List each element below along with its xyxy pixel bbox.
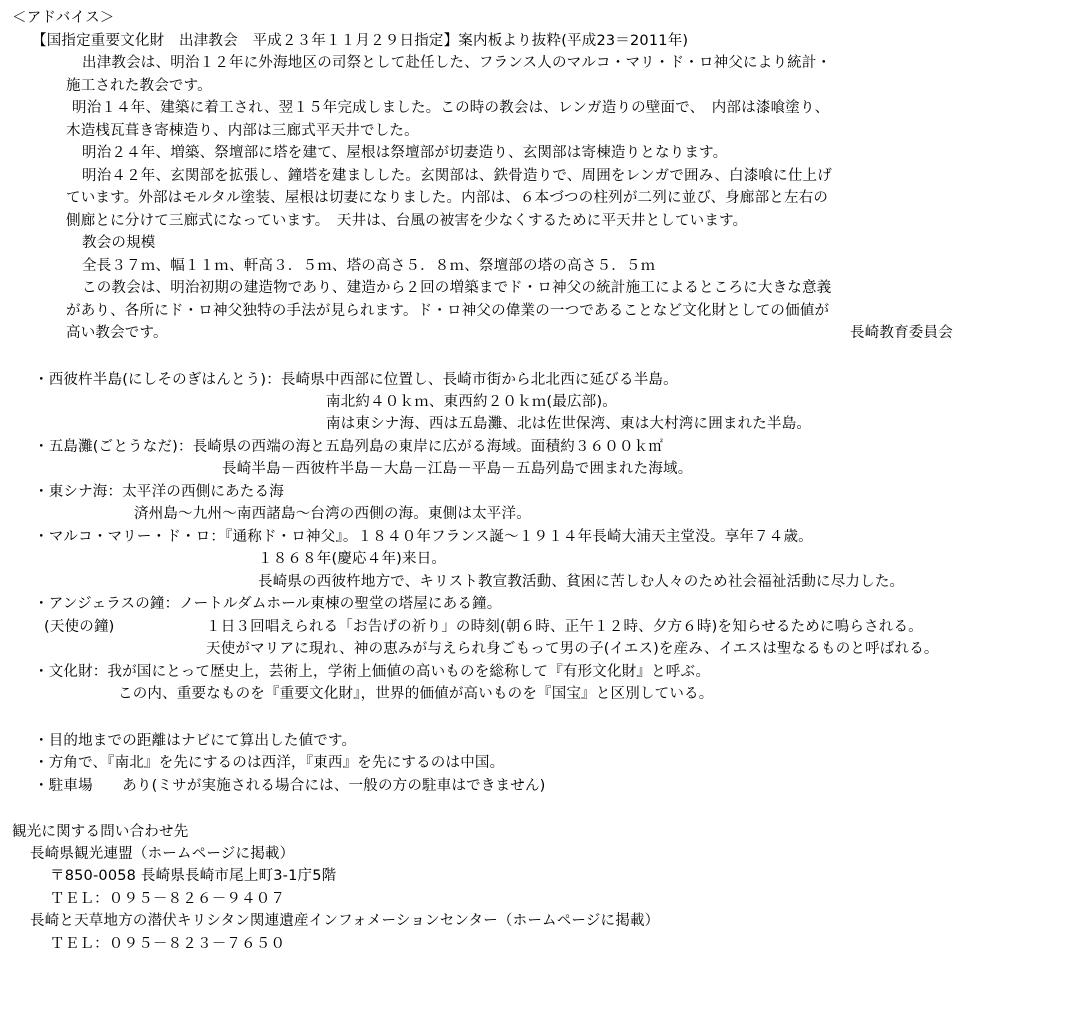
plaque-line: この教会は、明治初期の建造物であり、建造から２回の増築までド・ロ神父の統計施工によるところに大きな意義 bbox=[82, 280, 832, 296]
contact-address: 〒850-0058 長崎県長崎市尾上町3-1庁5階 bbox=[50, 868, 337, 884]
note-east-china-sea: ・東シナ海：太平洋の西側にあたる海 bbox=[34, 484, 284, 500]
contact-tel: ＴＥＬ：０９５－８２３－７６５０ bbox=[50, 936, 286, 952]
note-line: 済州島～九州～南西諸島～台湾の西側の海。東側は太平洋。 bbox=[134, 506, 531, 522]
note-nishisonogi: ・西彼杵半島(にしそのぎはんとう)：長崎県中西部に位置し、長崎市街から北北西に延びる半島。 bbox=[34, 372, 678, 388]
note-direction: ・方角で、『南北』を先にするのは西洋，『東西』を先にするのは中国。 bbox=[34, 755, 505, 771]
plaque-line: 明治２４年、増築、祭壇部に塔を建て、屋根は祭壇部が切妻造り、玄関部は寄棟造りとなります。 bbox=[82, 145, 728, 161]
note-gotonada: ・五島灘(ごとうなだ)：長崎県の西端の海と五島列島の東岸に広がる海域。面積約３６００ｋ㎡ bbox=[34, 439, 664, 455]
note-line: 南は東シナ海、西は五島灘、北は佐世保湾、東は大村湾に囲まれた半島。 bbox=[326, 416, 812, 432]
contact-org-name: 長崎県観光連盟（ホームページに掲載） bbox=[30, 846, 295, 862]
contact-tel: ＴＥＬ：０９５－８２６－９４０７ bbox=[50, 891, 286, 907]
note-line: 南北約４０ｋｍ、東西約２０ｋｍ(最広部)。 bbox=[326, 394, 618, 410]
contact-heading: 観光に関する問い合わせ先 bbox=[12, 824, 189, 840]
plaque-line: ています。外部はモルタル塗装、屋根は切妻になりました。内部は、６本づつの柱列が二列に並び、身廊部と左右の bbox=[66, 190, 829, 206]
note-line: 天使がマリアに現れ、神の恵みが与えられ身ごもって男の子(イエス)を産み、イエスは聖なるものと呼ばれる。 bbox=[206, 641, 939, 657]
note-line: 長崎県の西彼杵地方で、キリスト教宣教活動、貧困に苦しむ人々のため社会福祉活動に尽力した。 bbox=[258, 574, 905, 590]
plaque-line: 側廊とに分けて三廊式になっています。 天井は、台風の被害を少なくするために平天井としています。 bbox=[66, 213, 748, 229]
note-parking: ・駐車場 あり(ミサが実施される場合には、一般の方の駐車はできません) bbox=[34, 778, 546, 794]
plaque-signature: 長崎教育委員会 bbox=[850, 325, 953, 341]
plaque-line: 施工された教会です。 bbox=[66, 78, 212, 94]
note-line: １８６８年(慶応４年)来日。 bbox=[258, 551, 447, 567]
note-line: １日３回唱えられる「お告げの祈り」の時刻(朝６時、正午１２時、夕方６時)を知らせるために鳴らされる。 bbox=[206, 619, 923, 635]
note-cultural-property: ・文化財：我が国にとって歴史上，芸術上，学術上価値の高いものを総称して『有形文化財』と呼ぶ。 bbox=[34, 664, 711, 680]
note-line: この内、重要なものを『重要文化財』，世界的価値が高いものを『国宝』と区別している。 bbox=[118, 686, 714, 702]
plaque-line: 高い教会です。 bbox=[66, 325, 168, 341]
note-de-rotz: ・マルコ・マリー・ド・ロ：『通称ド・ロ神父』。１８４０年フランス誕～１９１４年長崎大浦天主堂没。享年７４歳。 bbox=[34, 529, 813, 545]
plaque-line: 明治１４年、建築に着工され、翌１５年完成しました。この時の教会は、レンガ造りの壁面で、 内部は漆喰塗り、 bbox=[72, 100, 830, 116]
plaque-line: 教会の規模 bbox=[82, 235, 156, 251]
plaque-title: 【国指定重要文化財 出津教会 平成２３年１１月２９日指定】案内板より抜粋(平成23＝2011年) bbox=[32, 33, 689, 49]
plaque-line: 出津教会は、明治１２年に外海地区の司祭として赴任した、フランス人のマルコ・マリ・ド・ロ神父により統計・ bbox=[82, 55, 832, 71]
plaque-line: 全長３７ｍ、幅１１ｍ、軒高３．５ｍ、塔の高さ５．８ｍ、祭壇部の塔の高さ５．５ｍ bbox=[82, 258, 656, 274]
note-angelus-alias: (天使の鐘) bbox=[44, 619, 115, 635]
contact-org-name: 長崎と天草地方の潜伏キリシタン関連遺産インフォメーションセンター（ホームページに掲載） bbox=[30, 913, 660, 929]
note-angelus: ・アンジェラスの鐘：ノートルダムホール東棟の聖堂の塔屋にある鐘。 bbox=[34, 596, 502, 612]
plaque-line: 木造桟瓦葺き寄棟造り、内部は三廊式平天井でした。 bbox=[66, 123, 419, 139]
plaque-line: があり、各所にド・ロ神父独特の手法が見られます。ド・ロ神父の偉業の一つであることなど文化財としての価値が bbox=[66, 303, 830, 319]
note-line: 長崎半島－西彼杵半島－大島－江島－平島－五島列島で囲まれた海域。 bbox=[222, 461, 693, 477]
note-distance: ・目的地までの距離はナビにて算出した値です。 bbox=[34, 733, 357, 749]
plaque-line: 明治４２年、玄関部を拡張し、鐘塔を建ましした。玄関部は、鉄骨造りで、周囲をレンガで囲み、白漆喰に仕上げ bbox=[82, 168, 832, 184]
advice-header: ＜アドバイス＞ bbox=[12, 10, 115, 26]
